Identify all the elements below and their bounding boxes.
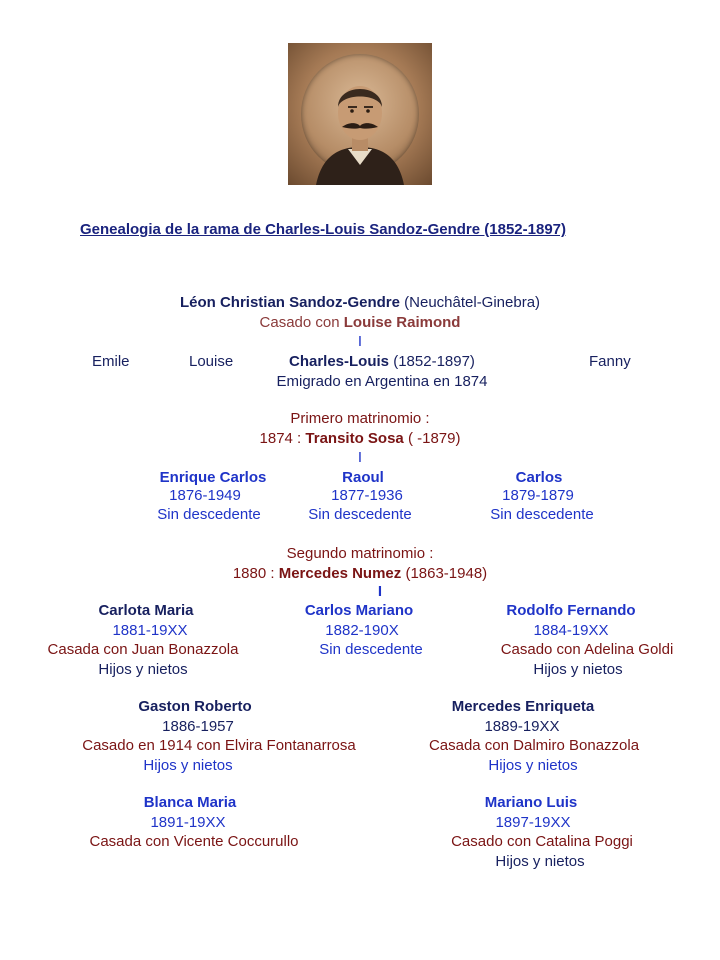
child-name: Carlos bbox=[515, 469, 563, 486]
child-spouse: Casado con Catalina Poggi bbox=[451, 833, 633, 850]
first-marriage-label: Primero matrinomio : bbox=[290, 410, 430, 427]
child-descendants: Hijos y nietos bbox=[533, 661, 623, 678]
root-place: (Neuchâtel-Ginebra) bbox=[404, 294, 541, 311]
first-marriage-year: 1874 : bbox=[259, 430, 302, 447]
child-name: Carlota Maria bbox=[98, 602, 194, 619]
first-marriage-connector: I bbox=[357, 449, 363, 466]
child-years: 1884-19XX bbox=[533, 622, 609, 639]
child-name: Mariano Luis bbox=[484, 794, 578, 811]
child-years: 1897-19XX bbox=[495, 814, 571, 831]
first-marriage-line bbox=[260, 430, 461, 447]
sibling-charles-louis bbox=[289, 353, 475, 370]
charles-louis-years: (1852-1897) bbox=[393, 353, 475, 370]
emigration-note: Emigrado en Argentina en 1874 bbox=[276, 373, 488, 390]
root-connector: I bbox=[357, 333, 363, 350]
child-name: Mercedes Enriqueta bbox=[451, 698, 595, 715]
child-descendants: Hijos y nietos bbox=[488, 757, 578, 774]
child-years: 1879-1879 bbox=[502, 487, 574, 504]
sibling-louise: Louise bbox=[189, 353, 234, 370]
second-marriage-year: 1880 : bbox=[232, 565, 275, 582]
child-name: Raoul bbox=[342, 469, 384, 486]
child-descendants: Hijos y nietos bbox=[143, 757, 233, 774]
child-spouse: Casado con Adelina Goldi bbox=[500, 641, 674, 658]
portrait-photo bbox=[288, 43, 432, 185]
portrait-figure bbox=[288, 43, 432, 185]
child-spouse: Casado en 1914 con Elvira Fontanarrosa bbox=[82, 737, 356, 754]
first-marriage-spouse: Transito Sosa bbox=[305, 430, 404, 447]
first-marriage-spouse-years: ( -1879) bbox=[407, 430, 461, 447]
child-descendants: Hijos y nietos bbox=[98, 661, 188, 678]
child-name: Blanca Maria bbox=[143, 794, 237, 811]
child-years: 1876-1949 bbox=[169, 487, 241, 504]
child-descendants: Hijos y nietos bbox=[495, 853, 585, 870]
child-note: Sin descedente bbox=[490, 506, 594, 523]
child-spouse: Casada con Dalmiro Bonazzola bbox=[428, 737, 640, 754]
child-note: Sin descedente bbox=[308, 506, 412, 523]
child-years: 1886-1957 bbox=[162, 718, 234, 735]
child-years: 1882-190X bbox=[325, 622, 399, 639]
child-note: Sin descedente bbox=[157, 506, 261, 523]
child-note: Sin descedente bbox=[319, 641, 423, 658]
child-spouse: Casada con Juan Bonazzola bbox=[47, 641, 239, 658]
second-marriage-line bbox=[233, 565, 487, 582]
child-years: 1891-19XX bbox=[150, 814, 226, 831]
page-title: Genealogia de la rama de Charles-Louis Sandoz-Gendre (1852-1897) bbox=[80, 221, 566, 238]
root-married-prefix: Casado con bbox=[259, 314, 340, 331]
second-marriage-label: Segundo matrinomio : bbox=[286, 545, 434, 562]
child-name: Gaston Roberto bbox=[138, 698, 252, 715]
second-marriage-spouse: Mercedes Numez bbox=[278, 565, 402, 582]
sibling-fanny: Fanny bbox=[589, 353, 631, 370]
root-line bbox=[180, 294, 540, 311]
child-years: 1881-19XX bbox=[112, 622, 188, 639]
child-years: 1877-1936 bbox=[331, 487, 403, 504]
second-marriage-spouse-years: (1863-1948) bbox=[405, 565, 488, 582]
root-spouse-name: Louise Raimond bbox=[343, 314, 461, 331]
root-spouse-line bbox=[260, 314, 461, 331]
root-name: Léon Christian Sandoz-Gendre bbox=[179, 294, 400, 311]
child-name: Rodolfo Fernando bbox=[506, 602, 636, 619]
child-name: Carlos Mariano bbox=[304, 602, 414, 619]
charles-louis-name: Charles-Louis bbox=[289, 353, 390, 370]
second-marriage-connector: I bbox=[377, 583, 383, 600]
child-years: 1889-19XX bbox=[484, 718, 560, 735]
sibling-emile: Emile bbox=[92, 353, 130, 370]
child-spouse: Casada con Vicente Coccurullo bbox=[89, 833, 299, 850]
child-name: Enrique Carlos bbox=[159, 469, 267, 486]
